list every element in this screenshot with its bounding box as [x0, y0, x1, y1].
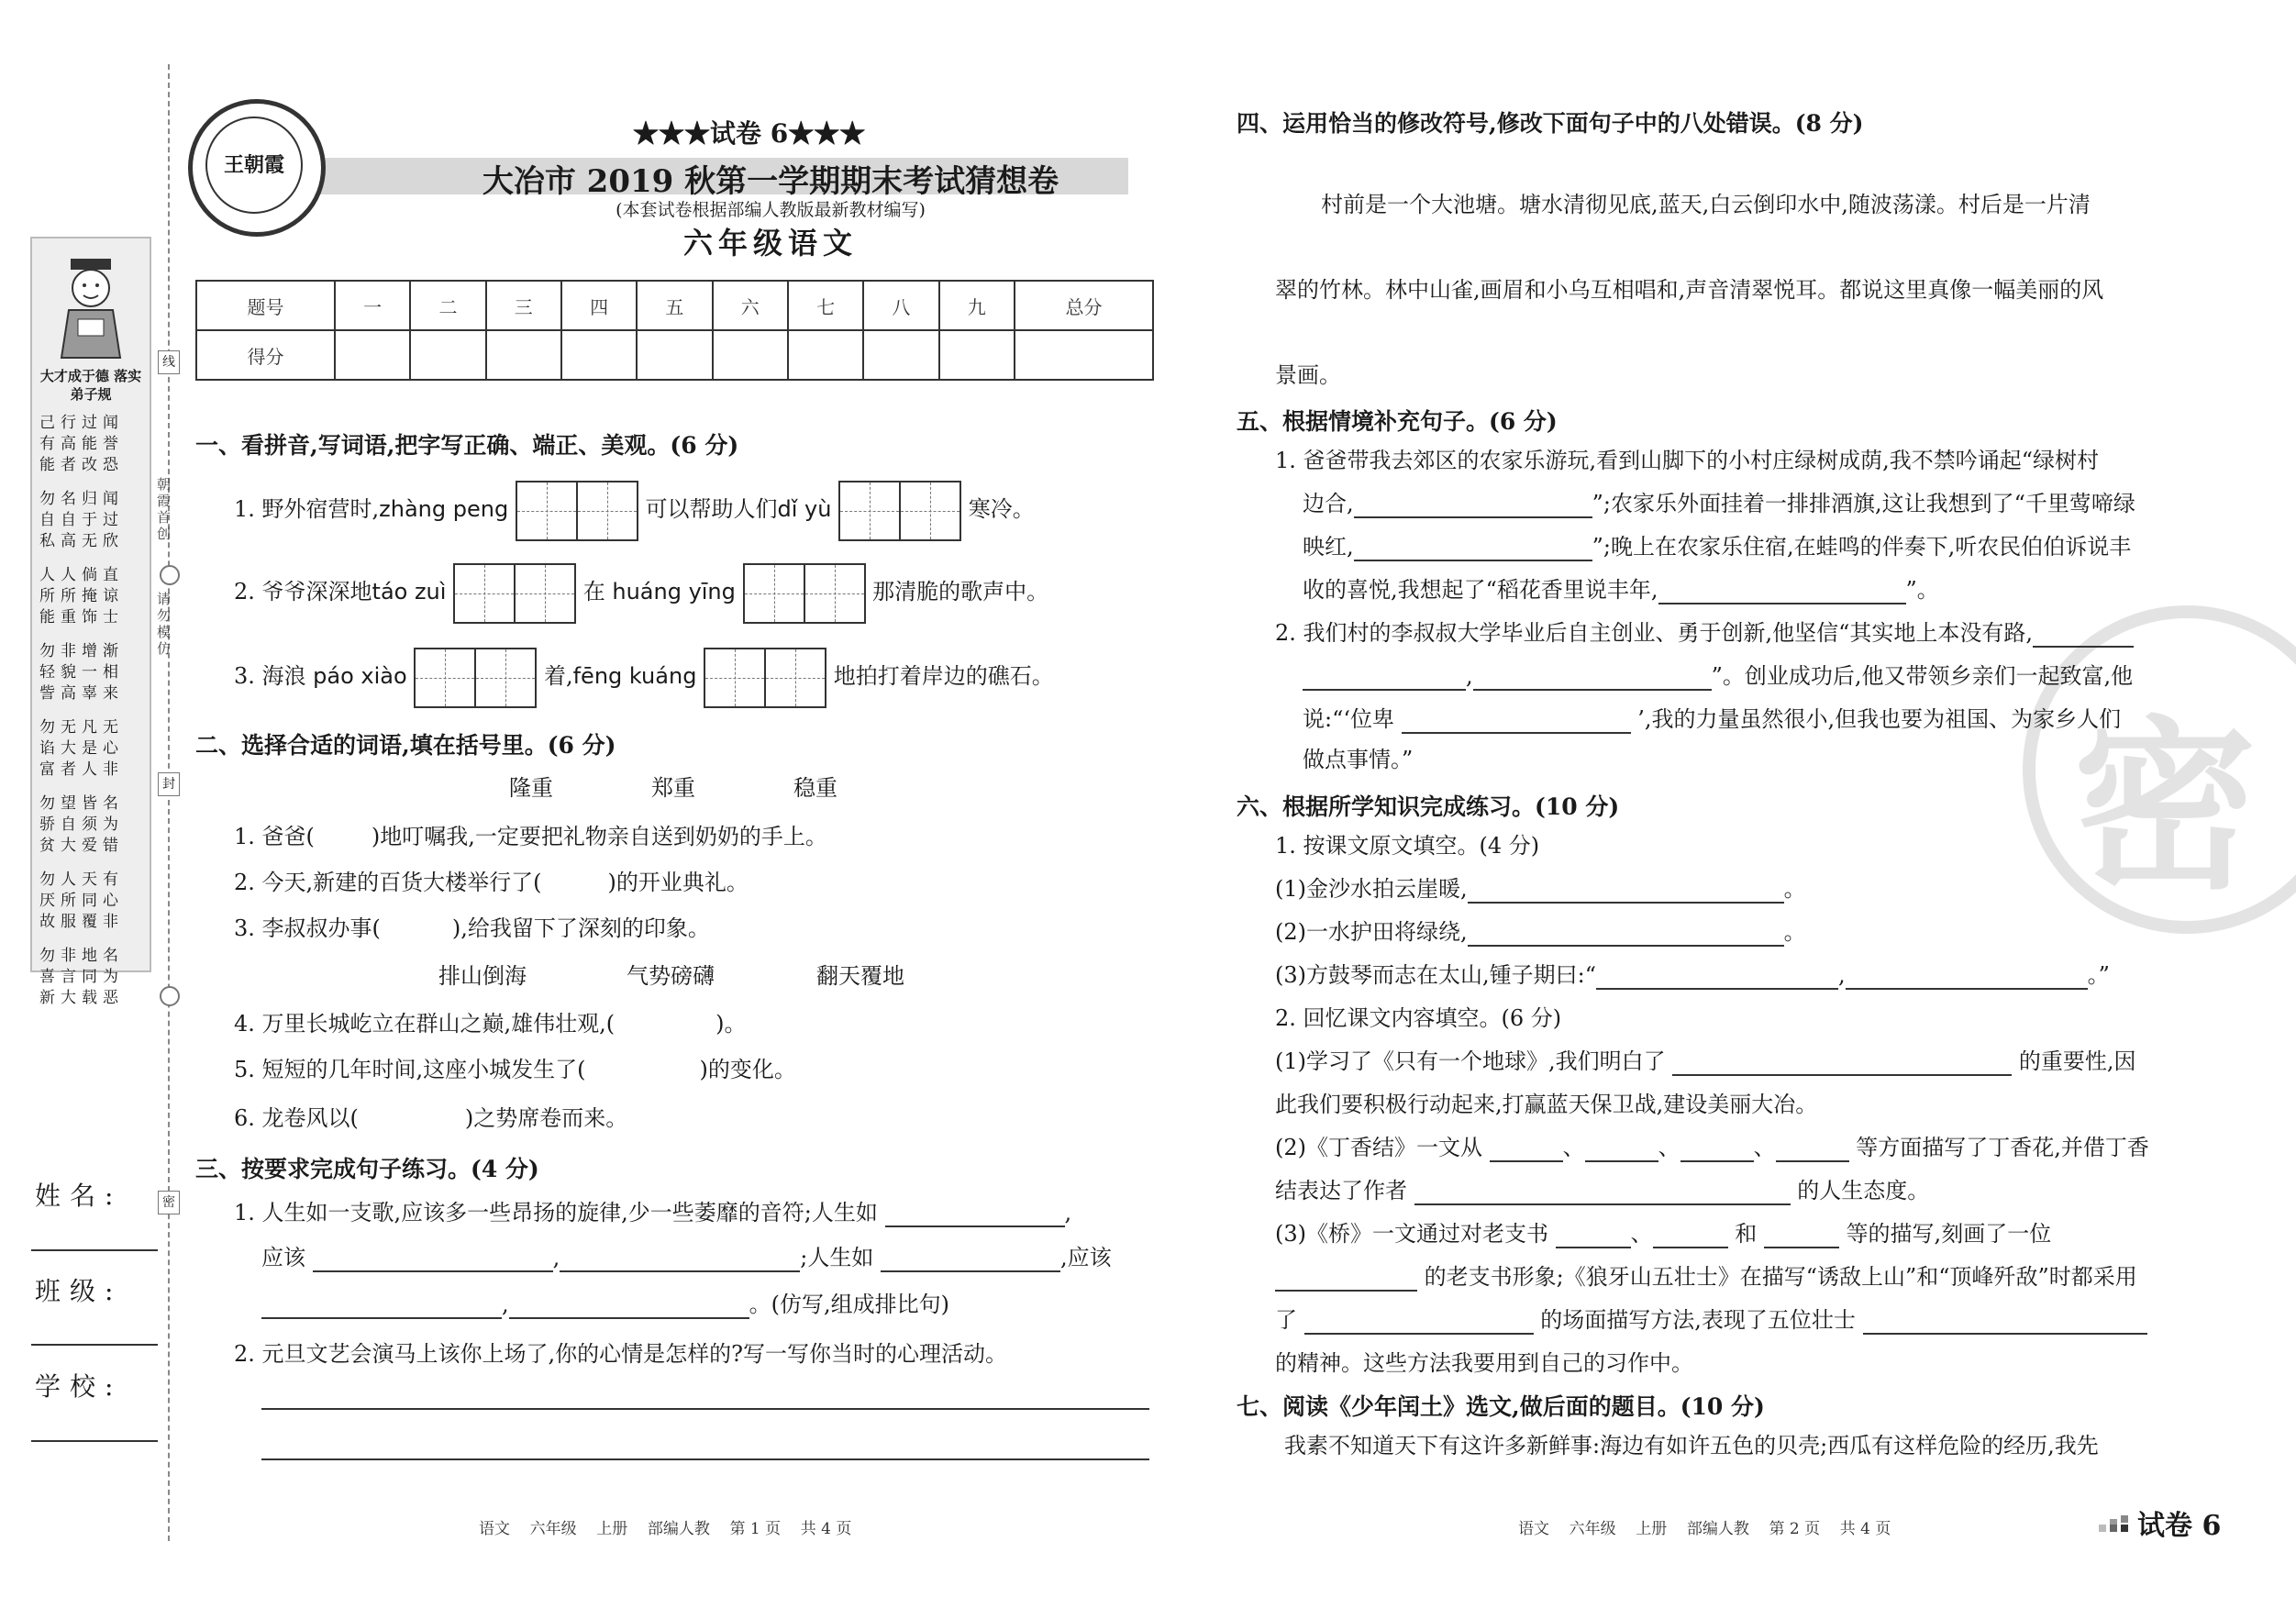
question-6-2-1-line-2: 此我们要积极行动起来,打赢蓝天保卫战,建设美丽大冶。	[1275, 1092, 1818, 1117]
word-choice: 翻天覆地	[816, 963, 904, 989]
logo-text: 王朝霞	[205, 116, 303, 214]
question-3-1-line-2: 应该 , ;人生如 ,应该	[261, 1245, 1112, 1270]
question-2-5: 5. 短短的几年时间,这座小城发生了( )的变化。	[234, 1057, 796, 1082]
score-header-cell: 八	[863, 281, 938, 330]
question-5-2-line-4: 做点事情。”	[1303, 747, 1414, 772]
score-cell[interactable]	[788, 330, 863, 380]
score-header-cell: 四	[561, 281, 637, 330]
question-1-2: 2. 爷爷深深地táo zuì 在 huáng yīng 那清脆的歌声中。	[234, 561, 1048, 624]
score-cell[interactable]	[486, 330, 561, 380]
section-4-title: 四、运用恰当的修改符号,修改下面句子中的八处错误。(8 分)	[1237, 110, 1864, 137]
scholar-cartoon-icon	[50, 255, 131, 365]
answer-line[interactable]	[261, 1458, 1149, 1460]
exam-title: 大冶市 2019 秋第一学期期末考试猜想卷	[482, 163, 1059, 200]
binding-note-2: 请勿模仿	[155, 592, 172, 658]
section-2-title: 二、选择合适的词语,填在括号里。(6 分)	[195, 732, 616, 759]
score-header-cell: 一	[335, 281, 410, 330]
answer-blank[interactable]	[1680, 1138, 1754, 1162]
question-3-1-line-1: 1. 人生如一支歌,应该多一些昂扬的旋律,少一些萎靡的音符;人生如 ,	[234, 1200, 1072, 1225]
exam-grade: 六年级语文	[682, 226, 858, 261]
question-6-2-3-line-1: (3)《桥》一文通过对老支书 、 和 等的描写,刻画了一位	[1275, 1221, 2052, 1247]
answer-blank[interactable]	[1473, 667, 1712, 691]
motto-line: 勿人天有	[39, 871, 124, 889]
score-table-score-row	[196, 330, 1153, 380]
motto-heading: 大才成于德 落实弟子规	[39, 368, 142, 403]
motto-line: 能重饰士	[39, 608, 124, 627]
score-table-header-row	[196, 281, 1153, 330]
question-1-1: 1. 野外宿营时,zhàng peng 可以帮助人们dǐ yù 寒冷。	[234, 479, 1035, 541]
motto-line: 自自于过	[39, 511, 124, 529]
score-cell[interactable]	[1015, 330, 1153, 380]
page-1-footer: 语文 六年级 上册 部编人教 第 1 页 共 4 页	[479, 1520, 852, 1538]
score-header-cell: 九	[939, 281, 1015, 330]
character-box[interactable]	[576, 481, 638, 541]
score-cell[interactable]	[863, 330, 938, 380]
score-cell[interactable]	[713, 330, 788, 380]
motto-line: 勿非增渐	[39, 642, 124, 660]
motto-line: 勿无凡无	[39, 718, 124, 737]
question-6-2: 2. 回忆课文内容填空。(6 分)	[1275, 1005, 1562, 1031]
word-choice: 郑重	[651, 775, 695, 801]
motto-line: 谄大是心	[39, 739, 124, 758]
question-5-1-line-4: 收的喜悦,我想起了“稻花香里说丰年, ”。	[1303, 577, 1939, 603]
question-3-1-line-3: , 。(仿写,组成排比句)	[261, 1290, 949, 1319]
question-6-2-3-line-4: 的精神。这些方法我要用到自己的习作中。	[1275, 1350, 1693, 1376]
motto-line: 勿非地名	[39, 947, 124, 965]
question-6-1-1: (1)金沙水拍云崖暖, 。	[1275, 876, 1806, 902]
binding-dashed-line	[168, 64, 170, 1541]
question-6-2-1-line-1: (1)学习了《只有一个地球》,我们明白了 的重要性,因	[1275, 1048, 2136, 1074]
watermark-stamp-char: 密	[2073, 699, 2257, 915]
score-row-label: 得分	[196, 330, 335, 380]
score-header-cell: 七	[788, 281, 863, 330]
answer-blank[interactable]	[560, 1248, 800, 1272]
answer-blank[interactable]	[1653, 1225, 1728, 1248]
motto-panel	[30, 237, 151, 1007]
score-header-cell: 总分	[1015, 281, 1153, 330]
motto-line: 勿望皆名	[39, 794, 124, 813]
answer-blank[interactable]	[1303, 667, 1466, 691]
answer-blank[interactable]	[509, 1295, 749, 1319]
school-field[interactable]	[31, 1440, 158, 1442]
passage-line: 翠的竹林。林中山雀,画眉和小乌互相唱和,声音清翠悦耳。都说这里真像一幅美丽的风	[1275, 277, 2104, 303]
answer-blank[interactable]	[1275, 1268, 1417, 1292]
score-header-cell: 三	[486, 281, 561, 330]
answer-blank[interactable]	[1468, 923, 1784, 947]
class-field[interactable]	[31, 1344, 158, 1346]
binding-hole-icon	[160, 986, 180, 1006]
question-2-3: 3. 李叔叔办事( ),给我留下了深刻的印象。	[234, 915, 710, 941]
motto-line: 骄自须为	[39, 815, 124, 834]
question-3-2: 2. 元旦文艺会演马上该你上场了,你的心情是怎样的?写一写你当时的心理活动。	[234, 1341, 1008, 1367]
class-label: 班级:	[35, 1276, 123, 1306]
word-choice: 隆重	[509, 775, 553, 801]
motto-line: 故服覆非	[39, 913, 124, 931]
school-label: 学校:	[35, 1371, 123, 1402]
motto-line: 喜言同为	[39, 968, 124, 986]
answer-blank[interactable]	[1776, 1138, 1849, 1162]
question-6-2-2-line-2: 结表达了作者 的人生态度。	[1275, 1178, 1930, 1203]
question-6-1-2: (2)一水护田将绿绕, 。	[1275, 919, 1806, 945]
exam-subtitle: (本套试卷根据部编人教版最新教材编写)	[616, 200, 926, 220]
binding-hole-icon	[160, 565, 180, 585]
answer-blank[interactable]	[2033, 624, 2134, 648]
answer-line[interactable]	[261, 1408, 1149, 1410]
corner-dots-icon	[2099, 1512, 2132, 1532]
binding-tag-seal: 封	[158, 772, 180, 796]
motto-line: 富者人非	[39, 760, 124, 779]
score-cell[interactable]	[637, 330, 712, 380]
score-cell[interactable]	[561, 330, 637, 380]
word-choice: 排山倒海	[438, 963, 527, 989]
question-5-1-line-2: 边合, ”;农家乐外面挂着一排排酒旗,这让我想到了“千里莺啼绿	[1303, 491, 2135, 516]
motto-verses	[39, 413, 142, 1015]
answer-blank[interactable]	[1304, 1311, 1534, 1335]
score-header-cell: 六	[713, 281, 788, 330]
character-box[interactable]	[743, 563, 805, 624]
binding-tag-secret: 密	[158, 1191, 180, 1214]
motto-line: 有高能誉	[39, 435, 124, 453]
character-box[interactable]	[764, 648, 826, 708]
question-2-4: 4. 万里长城屹立在群山之巅,雄伟壮观,( )。	[234, 1011, 747, 1037]
motto-line: 贫大爱错	[39, 837, 124, 855]
character-box[interactable]	[704, 648, 766, 708]
answer-blank[interactable]	[881, 1248, 1060, 1272]
question-1-3: 3. 海浪 páo xiào 着,fēng kuáng 地拍打着岸边的礁石。	[234, 646, 1054, 708]
question-6-2-2-line-1: (2)《丁香结》一文从 、 、 、 等方面描写了丁香花,并借丁香	[1275, 1135, 2149, 1160]
test-number-label: ★★★试卷 6★★★	[633, 118, 866, 149]
answer-blank[interactable]	[1490, 1138, 1563, 1162]
question-5-1-line-1: 1. 爸爸带我去郊区的农家乐游玩,看到山脚下的小村庄绿树成荫,我不禁吟诵起“绿树村	[1275, 448, 2100, 473]
motto-line: 能者改恐	[39, 456, 124, 474]
motto-line: 所所掩谅	[39, 587, 124, 605]
corner-test-label: 试卷 6	[2137, 1510, 2222, 1542]
question-6-2-3-line-3: 了 的场面描写方法,表现了五位壮士	[1275, 1305, 2147, 1335]
binding-tag-line: 线	[158, 350, 180, 374]
answer-blank[interactable]	[1402, 710, 1631, 734]
character-box[interactable]	[899, 481, 961, 541]
answer-blank[interactable]	[1846, 966, 2088, 990]
score-header-cell: 题号	[196, 281, 335, 330]
section-5-title: 五、根据情境补充句子。(6 分)	[1237, 408, 1558, 435]
section-1-title: 一、看拼音,写词语,把字写正确、端正、美观。(6 分)	[195, 432, 739, 459]
answer-blank[interactable]	[885, 1203, 1065, 1227]
motto-line: 厌所同心	[39, 892, 124, 910]
motto-line: 己行过闻	[39, 414, 124, 432]
answer-blank[interactable]	[1354, 494, 1592, 518]
word-choice: 气势磅礴	[627, 963, 715, 989]
reading-passage-line: 我素不知道天下有这许多新鲜事:海边有如许五色的贝壳;西瓜有这样危险的经历,我先	[1284, 1433, 2099, 1458]
motto-line: 人人倘直	[39, 566, 124, 584]
answer-blank[interactable]	[1468, 880, 1784, 904]
question-6-1-3: (3)方鼓琴而志在太山,锺子期曰:“ , 。”	[1275, 962, 2110, 988]
answer-blank[interactable]	[1863, 1311, 2147, 1335]
name-field[interactable]	[31, 1249, 158, 1251]
page-2-footer: 语文 六年级 上册 部编人教 第 2 页 共 4 页	[1518, 1520, 1891, 1538]
score-table	[195, 280, 1154, 381]
score-cell[interactable]	[410, 330, 485, 380]
motto-line: 新大载恶	[39, 989, 124, 1007]
score-cell[interactable]	[939, 330, 1015, 380]
character-box[interactable]	[516, 481, 578, 541]
score-header-cell: 五	[637, 281, 712, 330]
answer-blank[interactable]	[1585, 1138, 1658, 1162]
question-6-1: 1. 按课文原文填空。(4 分)	[1275, 833, 1540, 859]
question-2-2: 2. 今天,新建的百货大楼举行了( )的开业典礼。	[234, 870, 749, 895]
answer-blank[interactable]	[261, 1295, 502, 1319]
character-box[interactable]	[514, 563, 576, 624]
character-box[interactable]	[804, 563, 866, 624]
passage-line: 村前是一个大池塘。塘水清彻见底,蓝天,白云倒印水中,随波荡漾。村后是一片清	[1321, 192, 2091, 217]
question-5-2-line-3: 说:“‘位卑 ’,我的力量虽然很小,但我也要为祖国、为家乡人们	[1303, 706, 2122, 732]
section-7-title: 七、阅读《少年闰土》选文,做后面的题目。(10 分)	[1237, 1393, 1765, 1420]
name-label: 姓名:	[35, 1181, 123, 1211]
publisher-logo	[188, 99, 326, 237]
question-5-1-line-3: 映红, ”;晚上在农家乐住宿,在蛙鸣的伴奏下,听农民伯伯诉说丰	[1303, 534, 2132, 560]
section-3-title: 三、按要求完成句子练习。(4 分)	[195, 1156, 539, 1182]
answer-blank[interactable]	[1658, 581, 1906, 604]
motto-line: 勿名归闻	[39, 490, 124, 508]
answer-blank[interactable]	[1354, 538, 1592, 561]
word-choice: 稳重	[793, 775, 837, 801]
answer-blank[interactable]	[1764, 1225, 1839, 1248]
answer-blank[interactable]	[1596, 966, 1838, 990]
character-box[interactable]	[414, 648, 476, 708]
question-6-2-3-line-2: 的老支书形象;《狼牙山五壮士》在描写“诱敌上山”和“顶峰歼敌”时都采用	[1275, 1262, 2137, 1292]
score-header-cell: 二	[410, 281, 485, 330]
motto-line: 訾高辜来	[39, 684, 124, 703]
motto-line: 轻貌一相	[39, 663, 124, 682]
answer-blank[interactable]	[1414, 1181, 1791, 1205]
character-box[interactable]	[474, 648, 537, 708]
binding-note-1: 朝霞首创	[155, 477, 172, 543]
question-2-1: 1. 爸爸( )地叮嘱我,一定要把礼物亲自送到奶奶的手上。	[234, 824, 827, 849]
question-5-2-line-2: , ”。创业成功后,他又带领乡亲们一起致富,他	[1303, 661, 2133, 691]
answer-blank[interactable]	[313, 1248, 553, 1272]
motto-line: 私高无欣	[39, 532, 124, 550]
question-5-2-line-1: 2. 我们村的李叔叔大学毕业后自主创业、勇于创新,他坚信“其实地上本没有路,	[1275, 618, 2134, 648]
answer-blank[interactable]	[1672, 1052, 2012, 1076]
score-cell[interactable]	[335, 330, 410, 380]
passage-line: 景画。	[1275, 362, 1341, 388]
character-box[interactable]	[453, 563, 516, 624]
section-6-title: 六、根据所学知识完成练习。(10 分)	[1237, 793, 1620, 820]
question-2-6: 6. 龙卷风以( )之势席卷而来。	[234, 1105, 628, 1131]
character-box[interactable]	[838, 481, 901, 541]
answer-blank[interactable]	[1556, 1225, 1631, 1248]
